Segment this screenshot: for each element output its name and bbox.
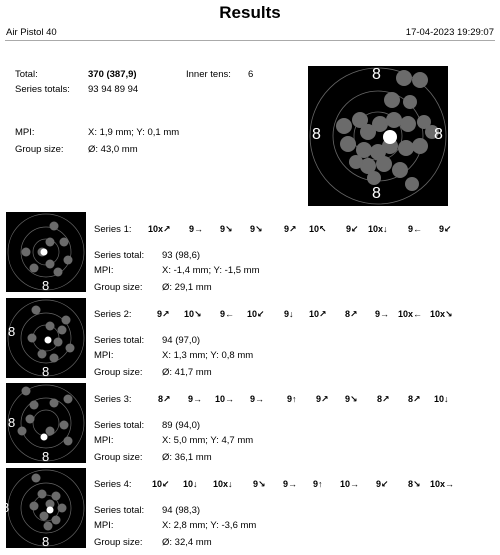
header-divider xyxy=(5,40,495,41)
series-3-group-value: Ø: 36,1 mm xyxy=(162,452,212,463)
series-3-total-label: Series total: xyxy=(94,420,145,431)
series-1-shot-8: 10x↓ xyxy=(368,224,388,234)
ring-number-bottom: 8 xyxy=(372,185,381,202)
series-4-ring-number-left: 8 xyxy=(2,500,10,515)
series-4-shot-5: 9→ xyxy=(283,479,298,489)
series-1-mpi-value: X: -1,4 mm; Y: -1,5 mm xyxy=(162,265,260,276)
series-1-group-label: Group size: xyxy=(94,282,143,293)
series-2-shot-10: 10x↘ xyxy=(430,309,453,319)
series-3-total-value: 89 (94,0) xyxy=(162,420,201,431)
series-2-mpi-value: X: 1,3 mm; Y: 0,8 mm xyxy=(162,350,254,361)
series-3-shot-8: 8↗ xyxy=(377,394,390,404)
series-totals-value: 93 94 89 94 xyxy=(88,84,139,95)
series-3-shot-7: 9↘ xyxy=(345,394,358,404)
inner-tens-label: Inner tens: xyxy=(186,69,231,80)
series-3-group-label: Group size: xyxy=(94,452,143,463)
series-2-ring-number-bottom: 8 xyxy=(42,364,50,379)
series-3-target-image xyxy=(6,383,86,463)
group-size-label: Group size: xyxy=(15,144,64,155)
series-1-mpi-label: MPI: xyxy=(94,265,114,276)
series-1-shot-9: 9← xyxy=(408,224,423,234)
series-1-shot-1: 10x↗ xyxy=(148,224,171,234)
series-4-label: Series 4: xyxy=(94,479,132,490)
series-4-mpi-label: MPI: xyxy=(94,520,114,531)
series-3-shot-9: 8↗ xyxy=(408,394,421,404)
series-3-ring-number-left: 8 xyxy=(8,415,16,430)
ring-number-right: 8 xyxy=(434,126,443,143)
group-size-value: Ø: 43,0 mm xyxy=(88,144,138,155)
series-4-shot-1: 10↙ xyxy=(152,479,170,489)
ring-number-left: 8 xyxy=(312,126,321,143)
series-2-shot-2: 10↘ xyxy=(184,309,202,319)
series-1-group-value: Ø: 29,1 mm xyxy=(162,282,212,293)
series-2-shot-6: 10↗ xyxy=(309,309,327,319)
series-1-shot-7: 9↙ xyxy=(346,224,359,234)
page-title: Results xyxy=(219,3,281,22)
series-2-shot-8: 9→ xyxy=(375,309,390,319)
series-1-shot-4: 9↘ xyxy=(250,224,263,234)
series-3-shot-1: 8↗ xyxy=(158,394,171,404)
series-4-shot-7: 10→ xyxy=(340,479,360,489)
series-2-shot-1: 9↗ xyxy=(157,309,170,319)
series-1-total-value: 93 (98,6) xyxy=(162,250,201,261)
series-1-ring-number: 8 xyxy=(42,278,50,293)
series-3-shot-5: 9↑ xyxy=(287,394,297,404)
series-4-shot-10: 10x→ xyxy=(430,479,455,489)
series-2-group-value: Ø: 41,7 mm xyxy=(162,367,212,378)
inner-tens-value: 6 xyxy=(248,69,254,80)
series-4-target-image xyxy=(2,468,86,549)
series-2-shot-3: 9← xyxy=(220,309,235,319)
series-1-shot-2: 9→ xyxy=(189,224,204,234)
series-4-total-value: 94 (98,3) xyxy=(162,505,201,516)
series-3-shot-3: 10→ xyxy=(215,394,235,404)
ring-number-top: 8 xyxy=(372,66,381,83)
series-1-total-label: Series total: xyxy=(94,250,145,261)
series-4-shot-8: 9↙ xyxy=(376,479,389,489)
series-1-shot-6: 10↖ xyxy=(309,224,327,234)
series-4-shot-9: 8↘ xyxy=(408,479,421,489)
total-value: 370 (387,9) xyxy=(88,69,137,80)
series-2-shot-9: 10x← xyxy=(398,309,423,319)
series-3-ring-number-bottom: 8 xyxy=(42,449,50,464)
series-3-mpi-label: MPI: xyxy=(94,435,114,446)
series-2-shot-4: 10↙ xyxy=(247,309,265,319)
series-2-total-label: Series total: xyxy=(94,335,145,346)
mpi-value: X: 1,9 mm; Y: 0,1 mm xyxy=(88,127,180,138)
series-4-ring-number-bottom: 8 xyxy=(42,534,50,549)
series-2-total-value: 94 (97,0) xyxy=(162,335,201,346)
series-1-shot-10: 9↙ xyxy=(439,224,452,234)
total-label: Total: xyxy=(15,69,38,80)
series-3-shot-4: 9→ xyxy=(250,394,265,404)
series-1-label: Series 1: xyxy=(94,224,132,235)
series-4-mpi-value: X: 2,8 mm; Y: -3,6 mm xyxy=(162,520,257,531)
series-4-group-value: Ø: 32,4 mm xyxy=(162,537,212,548)
series-2-shot-7: 8↗ xyxy=(345,309,358,319)
series-3-shot-10: 10↓ xyxy=(434,394,449,404)
series-4-shot-6: 9↑ xyxy=(313,479,323,489)
series-totals-label: Series totals: xyxy=(15,84,70,95)
series-4-shot-2: 10↓ xyxy=(183,479,198,489)
series-4-shot-3: 10x↓ xyxy=(213,479,233,489)
series-4-total-label: Series total: xyxy=(94,505,145,516)
event-name: Air Pistol 40 xyxy=(6,27,57,38)
event-datetime: 17-04-2023 19:29:07 xyxy=(405,27,494,38)
series-3-mpi-value: X: 5,0 mm; Y: 4,7 mm xyxy=(162,435,254,446)
series-2-mpi-label: MPI: xyxy=(94,350,114,361)
series-4-group-label: Group size: xyxy=(94,537,143,548)
series-3-shot-2: 9→ xyxy=(188,394,203,404)
series-2-ring-number-left: 8 xyxy=(8,324,16,339)
main-target-image xyxy=(308,66,448,206)
series-1-shot-3: 9↘ xyxy=(220,224,233,234)
series-1-shot-5: 9↗ xyxy=(284,224,297,234)
mpi-label: MPI: xyxy=(15,127,35,138)
series-2-shot-5: 9↓ xyxy=(284,309,294,319)
series-2-target-image xyxy=(6,298,86,378)
series-4-shot-4: 9↘ xyxy=(253,479,266,489)
series-3-shot-6: 9↗ xyxy=(316,394,329,404)
series-3-label: Series 3: xyxy=(94,394,132,405)
series-1-target-image xyxy=(6,212,86,292)
series-2-label: Series 2: xyxy=(94,309,132,320)
series-2-group-label: Group size: xyxy=(94,367,143,378)
